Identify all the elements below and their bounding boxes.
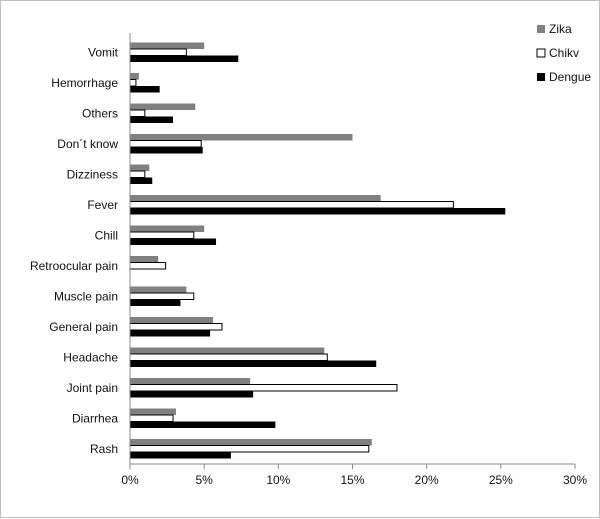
symptoms-bar-chart xyxy=(1,1,600,519)
category-label-retroocular-pain: Retroocular pain xyxy=(29,258,118,273)
bar-dengue-chill xyxy=(130,239,216,246)
legend-swatch-dengue xyxy=(537,73,545,81)
bar-dengue-don-t-know xyxy=(130,147,203,154)
category-label-diarrhea: Diarrhea xyxy=(71,411,118,426)
legend xyxy=(537,22,591,84)
bar-chikv-dizziness xyxy=(130,171,145,178)
category-label-rash: Rash xyxy=(89,441,118,456)
x-tick-label: 25% xyxy=(488,473,513,487)
bar-dengue-others xyxy=(130,117,173,124)
category-label-dizziness: Dizziness xyxy=(66,167,118,182)
legend-label-chikv: Chikv xyxy=(549,46,580,60)
category-labels xyxy=(30,45,119,456)
category-label-general-pain: General pain xyxy=(49,319,118,334)
bar-zika-joint-pain xyxy=(130,378,250,385)
legend-label-zika: Zika xyxy=(549,22,572,36)
category-label-vomit: Vomit xyxy=(87,45,118,60)
bar-dengue-dizziness xyxy=(130,178,152,185)
bar-zika-chill xyxy=(130,226,204,233)
bar-chikv-diarrhea xyxy=(130,415,173,422)
x-tick-label: 5% xyxy=(195,473,213,487)
bar-dengue-hemorrhage xyxy=(130,86,160,93)
bar-chikv-hemorrhage xyxy=(130,80,136,87)
x-tick-label: 30% xyxy=(562,473,588,487)
bar-zika-vomit xyxy=(130,43,204,50)
bars-layer xyxy=(130,43,505,459)
bar-dengue-headache xyxy=(130,361,376,368)
bar-zika-don-t-know xyxy=(130,134,353,141)
x-tick-label: 15% xyxy=(340,473,365,487)
x-axis xyxy=(121,33,587,487)
bar-chikv-joint-pain xyxy=(130,385,397,392)
category-label-hemorrhage: Hemorrhage xyxy=(51,75,118,90)
x-tick-label: 10% xyxy=(266,473,291,487)
legend-swatch-zika xyxy=(537,25,545,33)
category-label-joint-pain: Joint pain xyxy=(66,380,118,395)
bar-chikv-don-t-know xyxy=(130,141,201,148)
category-label-fever: Fever xyxy=(87,197,118,212)
bar-zika-hemorrhage xyxy=(130,73,139,80)
bar-dengue-vomit xyxy=(130,56,238,63)
bar-zika-muscle-pain xyxy=(130,287,186,294)
category-label-chill: Chill xyxy=(94,228,118,243)
legend-label-dengue: Dengue xyxy=(549,70,592,84)
bar-chikv-retroocular-pain xyxy=(130,263,166,270)
x-tick-label: 0% xyxy=(121,473,139,487)
bar-zika-general-pain xyxy=(130,317,213,324)
category-label-headache: Headache xyxy=(63,350,118,365)
bar-zika-others xyxy=(130,104,195,111)
bar-zika-headache xyxy=(130,348,324,355)
bar-dengue-joint-pain xyxy=(130,391,253,398)
category-label-muscle-pain: Muscle pain xyxy=(53,289,118,304)
bar-chikv-muscle-pain xyxy=(130,293,194,300)
bar-chikv-headache xyxy=(130,354,327,361)
bar-zika-diarrhea xyxy=(130,409,176,416)
bar-chikv-vomit xyxy=(130,49,186,56)
bar-dengue-fever xyxy=(130,208,505,215)
bar-zika-rash xyxy=(130,439,372,446)
category-label-others: Others xyxy=(81,106,118,121)
bar-zika-retroocular-pain xyxy=(130,256,158,263)
bar-chikv-general-pain xyxy=(130,324,222,331)
bar-dengue-muscle-pain xyxy=(130,300,180,307)
bar-zika-fever xyxy=(130,195,381,202)
bar-zika-dizziness xyxy=(130,165,149,172)
x-tick-label: 20% xyxy=(414,473,439,487)
bar-dengue-diarrhea xyxy=(130,422,275,429)
bar-dengue-general-pain xyxy=(130,330,210,337)
bar-chikv-others xyxy=(130,110,145,117)
legend-swatch-chikv xyxy=(537,49,545,57)
bar-chikv-chill xyxy=(130,232,194,239)
category-label-don-t-know: Don´t know xyxy=(57,136,118,151)
bar-dengue-rash xyxy=(130,452,231,459)
bar-chikv-fever xyxy=(130,202,453,209)
bar-chikv-rash xyxy=(130,446,369,453)
